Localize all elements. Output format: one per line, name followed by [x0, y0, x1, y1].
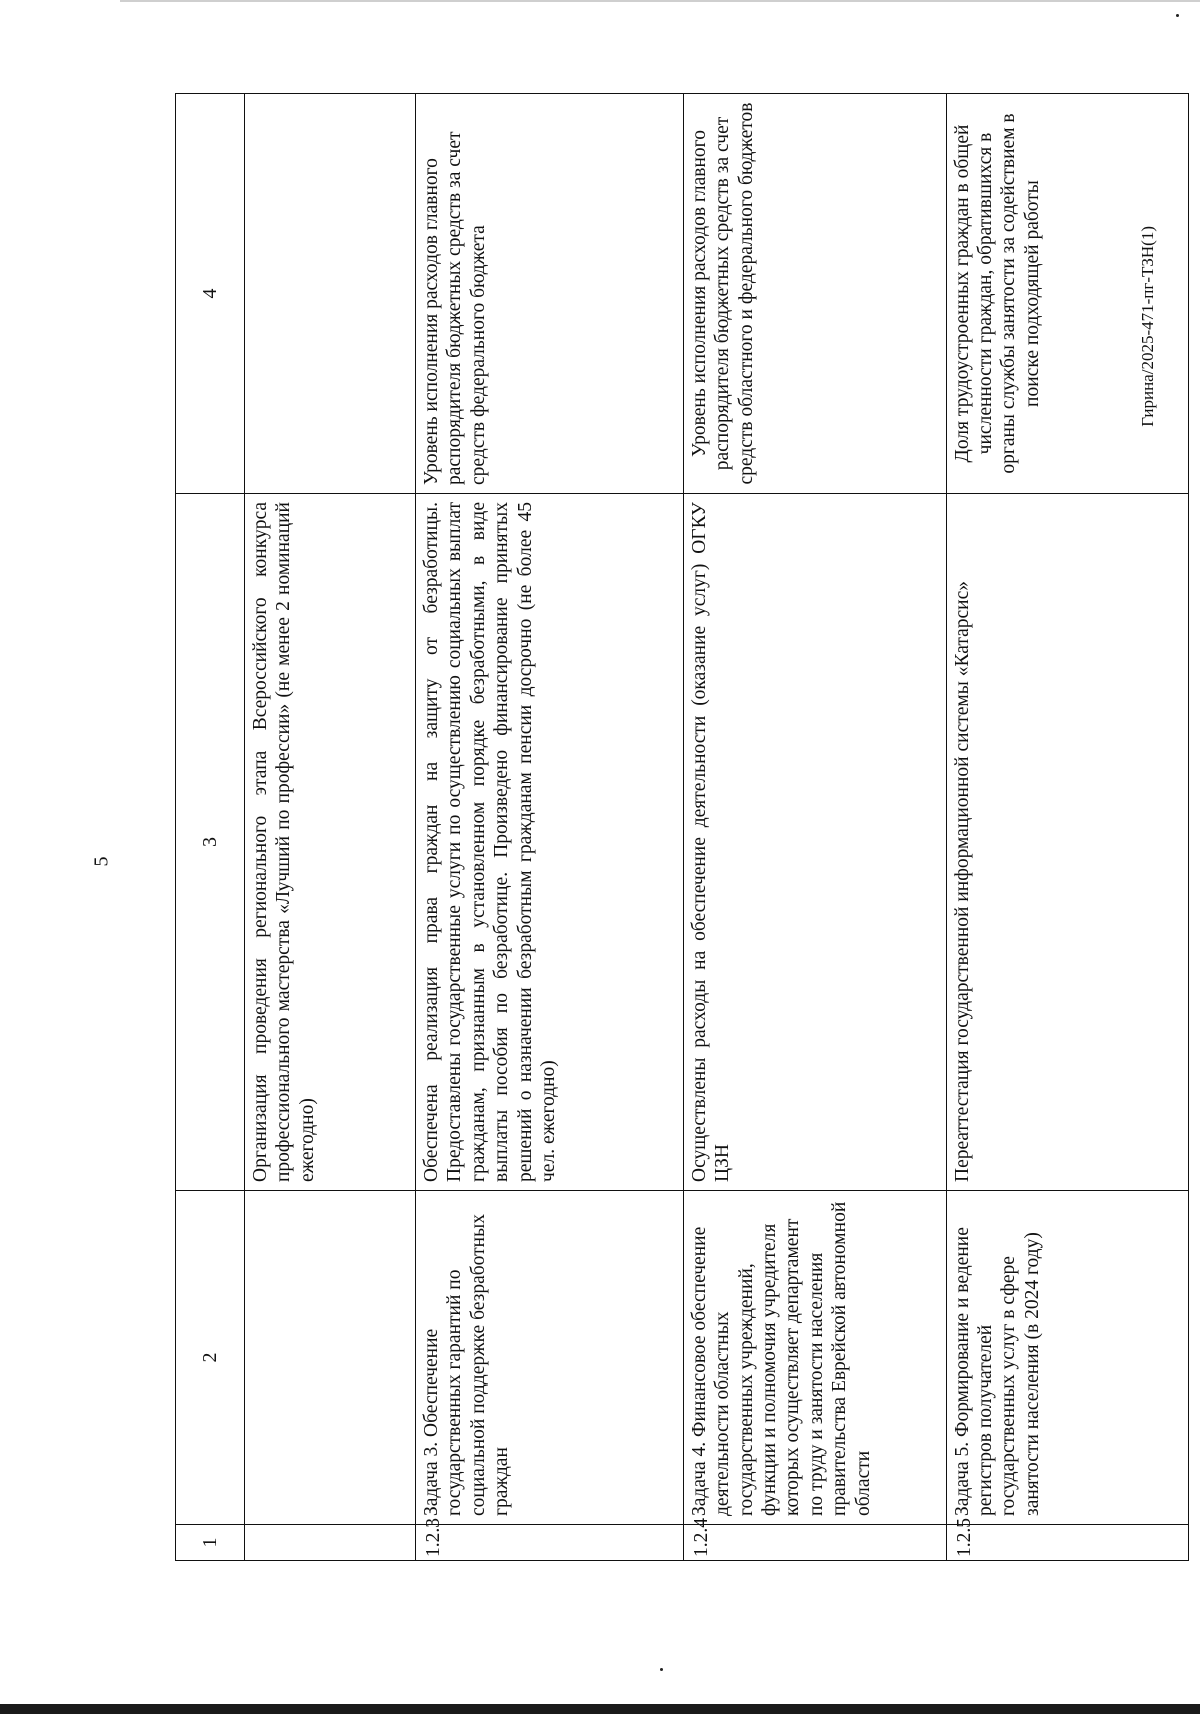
scan-speck: [660, 1668, 663, 1671]
row-indicator: Уровень исполнения расходов главного распорядителя бюджетных средств за счет средств областного и федерального бюджетов: [683, 94, 946, 494]
rotated-table-container: [175, 94, 1189, 1561]
scan-speck: [1176, 14, 1179, 17]
row-result: Организация проведения регионального этапа Всероссийского конкурса профессионального мастерства «Лучший по профессии» (не менее 2 номинаций ежегодно): [245, 494, 416, 1191]
row-indicator: [245, 94, 416, 494]
row-number: 1.2.4: [683, 1525, 946, 1561]
row-indicator: Уровень исполнения расходов главного распорядителя бюджетных средств за счет средств федерального бюджета: [416, 94, 684, 494]
table-row: [416, 94, 684, 1561]
row-task: Задача 5. Формирование и ведение регистров получателей государственных услуг в сфере занятости населения (в 2024 году): [946, 1191, 1188, 1525]
column-header-task: 2: [176, 1191, 245, 1525]
table-row: [245, 94, 416, 1561]
row-result: Обеспечена реализация права граждан на защиту от безработицы. Предоставлены государственные услуги по осуществлению социальных выплат гражданам, признанным в установленном порядке безработными, в виде выплаты пособия по безработице. Произведено финансирование принятых решений о назначении безработным гражданам пенсии досрочно (не более 45 чел. ежегодно): [416, 494, 684, 1191]
column-header-number: 1: [176, 1525, 245, 1561]
table-row: [683, 94, 946, 1561]
row-task: Задача 3. Обеспечение государственных гарантий по социальной поддержке безработных граждан: [416, 1191, 684, 1525]
document-code: [1138, 220, 1168, 1580]
scan-edge-bottom: [0, 1704, 1200, 1714]
row-task: [245, 1191, 416, 1525]
row-result: Переаттестация государственной информационной системы «Катарсис»: [946, 494, 1188, 1191]
row-number: 1.2.5: [946, 1525, 1188, 1561]
scan-edge-top: [120, 0, 1200, 2]
column-header-result: 3: [176, 494, 245, 1191]
row-indicator: Доля трудоустроенных граждан в общей численности граждан, обратившихся в органы службы занятости за содействием в поиске подходящей работы: [946, 94, 1188, 494]
program-tasks-table: [175, 93, 1189, 1561]
row-number: 1.2.3: [416, 1525, 684, 1561]
column-header-indicator: 4: [176, 94, 245, 494]
document-code-text: Гирина/2025-471-пг-ТЗН(1): [1138, 226, 1157, 427]
row-number: [245, 1525, 416, 1561]
page-number-text: 5: [90, 856, 113, 866]
page-number: [92, 846, 112, 876]
row-result: Осуществлены расходы на обеспечение деятельности (оказание услуг) ОГКУ ЦЗН: [683, 494, 946, 1191]
row-task: Задача 4. Финансовое обеспечение деятельности областных государственных учреждений, функции и полномочия учредителя которых осуществляет департамент по труду и занятости населения правительства Еврейской автономной области: [683, 1191, 946, 1525]
table-header-row: [176, 94, 245, 1561]
